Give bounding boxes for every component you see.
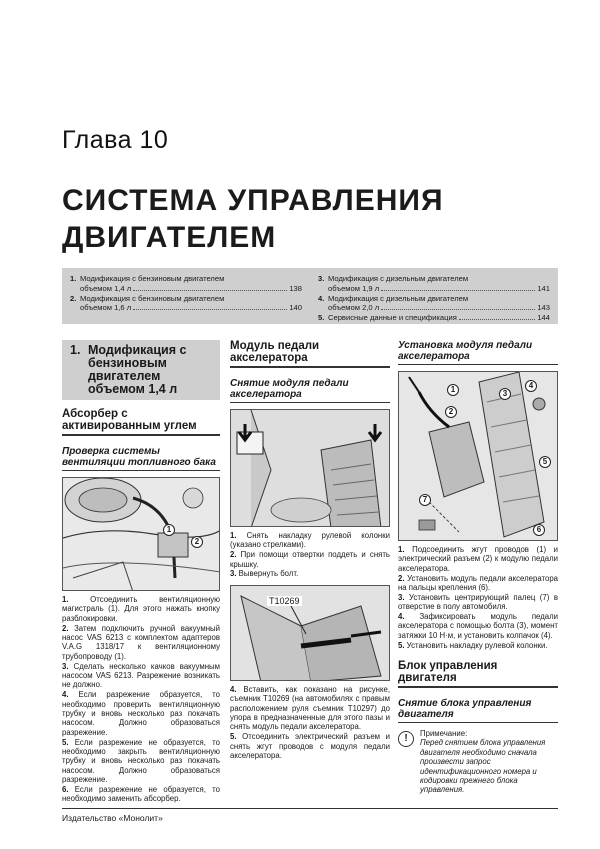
- toc-item-title: Модификация с бензиновым двигателем: [80, 293, 225, 303]
- note-block: [398, 729, 558, 795]
- toc-column-left: [70, 274, 302, 313]
- title-line-2: ДВИГАТЕЛЕМ: [62, 221, 277, 254]
- callout-7: 7: [419, 494, 431, 506]
- callout-2: 2: [191, 536, 203, 548]
- toc-item-title: Модификация с дизельным двигателем: [328, 274, 469, 283]
- toc-item-number: 4.: [318, 293, 325, 303]
- engine-bay-drawing: [63, 478, 220, 591]
- pedal-removal-steps-1: [230, 531, 390, 579]
- toc-item-page: 140: [289, 303, 302, 313]
- step: 1. Подсоединить жгут проводов (1) и электрический разъем (2) к модулю педали акселератора.: [398, 545, 558, 573]
- note-icon: !: [398, 731, 414, 747]
- toc-item-title: Модификация с бензиновым двигателем: [80, 274, 225, 283]
- step: 5. Если разрежение не образуется, то необходимо закрыть вентиляционную трубку и вновь несколько раз покачать насосом. Должно образоваться разрежение.: [62, 737, 220, 785]
- toc-item-title: Модификация с дизельным двигателем: [328, 293, 469, 303]
- publisher: Издательство «Монолит»: [62, 813, 163, 823]
- callout-5: 5: [539, 456, 551, 468]
- toc-item-number: 5.: [318, 313, 325, 323]
- ecu-heading: Блок управления двигателя: [398, 660, 558, 688]
- pedal-module-figure: [398, 371, 558, 541]
- step: 5. Отсоединить электрический разъем и снять жгут проводов с модуля педали акселератора.: [230, 732, 390, 761]
- callout-1: 1: [163, 524, 175, 536]
- pedal-module-drawing: [399, 372, 558, 541]
- step: 2. Затем подключить ручной вакуумный насос VAS 6213 с комплектом адаптеров V.A.G 1318/17 к вентиляционному трубопроводу (1).: [62, 623, 220, 661]
- pedal-area-figure: [230, 409, 390, 527]
- puller-tool-figure: [230, 585, 390, 681]
- toc-item[interactable]: [70, 274, 302, 294]
- page-title: [62, 182, 532, 256]
- absorber-heading: Абсорбер с активированным углем: [62, 408, 220, 436]
- callout-4: 4: [525, 380, 537, 392]
- toc-item-number: 2.: [70, 293, 77, 303]
- step: 4. Зафиксировать модуль педали акселератора с помощью болта (3), момент затяжки 10 Н·м, и установить колпачок (4).: [398, 612, 558, 640]
- step: 3. Установить центрирующий палец (7) в отверстие в полу автомобиля.: [398, 592, 558, 612]
- section-number: 1.: [70, 343, 81, 357]
- toc-item-number: 3.: [318, 274, 325, 283]
- section-header: [62, 340, 220, 400]
- footer: [62, 808, 558, 823]
- table-of-contents: [62, 268, 558, 324]
- toc-item-page: 144: [537, 313, 550, 323]
- step: 4. Если разрежение образуется, то необходимо проверить вентиляционную трубку и вновь несколько раз покачать насосом. Должно образоваться разрежение.: [62, 690, 220, 737]
- pedal-removal-subheading: Снятие модуля педали акселератора: [230, 378, 390, 403]
- ventilation-check-subheading: Проверка системы вентиляции топливного бака: [62, 446, 220, 471]
- toc-item-subtitle: объемом 1,4 л: [80, 283, 132, 293]
- column-3: [398, 340, 558, 795]
- pedal-install-steps: [398, 545, 558, 650]
- puller-tool-drawing: [231, 586, 390, 681]
- step: 4. Вставить, как показано на рисунке, съемник T10269 (на автомобилях с правым расположением руля съемник T10297) до упора в предназначенные для этого пазы и снять модуль педали акселератора.: [230, 684, 390, 732]
- toc-item-subtitle: объемом 1,9 л: [328, 283, 380, 293]
- pedal-module-heading: Модуль педали акселератора: [230, 340, 390, 368]
- toc-item-number: 1.: [70, 274, 77, 283]
- callout-2: 2: [445, 406, 457, 418]
- toc-item-subtitle: объемом 1,6 л: [80, 303, 132, 313]
- title-line-1: СИСТЕМА УПРАВЛЕНИЯ: [62, 184, 444, 217]
- toc-item-page: 138: [289, 283, 302, 293]
- step: 5. Установить накладку рулевой колонки.: [398, 640, 548, 650]
- callout-3: 3: [499, 388, 511, 400]
- absorber-steps: [62, 595, 220, 804]
- step: 1. Снять накладку рулевой колонки (указано стрелками).: [230, 531, 390, 550]
- column-1: [62, 340, 220, 804]
- pedal-removal-steps-2: [230, 685, 390, 761]
- step: 2. При помощи отвертки поддеть и снять крышку.: [230, 550, 390, 569]
- column-2: [230, 340, 390, 761]
- tool-label: T10269: [269, 595, 300, 606]
- step: 1. Отсоединить вентиляционную магистраль (1). Для этого нажать кнопку разблокировки.: [62, 595, 220, 623]
- callout-1: 1: [447, 384, 459, 396]
- step: 2. Установить модуль педали акселератора на пальцы крепления (6).: [398, 573, 558, 593]
- toc-item[interactable]: [70, 294, 302, 314]
- section-title: Модификация с бензиновым двигателем объемом 1,4 л: [88, 343, 187, 396]
- step: 3. Вывернуть болт.: [230, 569, 299, 579]
- toc-item-page: 143: [537, 303, 550, 313]
- chapter-label: Глава 10: [62, 126, 169, 154]
- toc-item[interactable]: [318, 274, 550, 294]
- toc-column-right: [318, 274, 550, 323]
- step: 6. Если разрежение не образуется, то необходимо заменить абсорбер.: [62, 785, 220, 804]
- toc-item-title: Сервисные данные и спецификация: [328, 313, 457, 323]
- toc-item-page: 141: [537, 283, 550, 293]
- toc-item[interactable]: [318, 294, 550, 314]
- note-label: Примечание:: [420, 729, 468, 739]
- step: 3. Сделать несколько качков вакуумным насосом VAS 6213. Разрежение возникать не должно.: [62, 661, 220, 690]
- pedal-area-drawing: [231, 410, 390, 527]
- engine-bay-figure: [62, 477, 220, 591]
- toc-item-subtitle: объемом 2,0 л: [328, 303, 380, 313]
- callout-6: 6: [533, 524, 545, 536]
- pedal-install-subheading: Установка модуля педали акселератора: [398, 340, 558, 365]
- note-text: Перед снятием блока управления двигателя необходимо сначала произвести запрос идентификационного номера и кодировки прежнего блока управления.: [420, 738, 546, 795]
- ecu-removal-subheading: Снятие блока управления двигателя: [398, 698, 558, 723]
- toc-item[interactable]: [318, 313, 550, 323]
